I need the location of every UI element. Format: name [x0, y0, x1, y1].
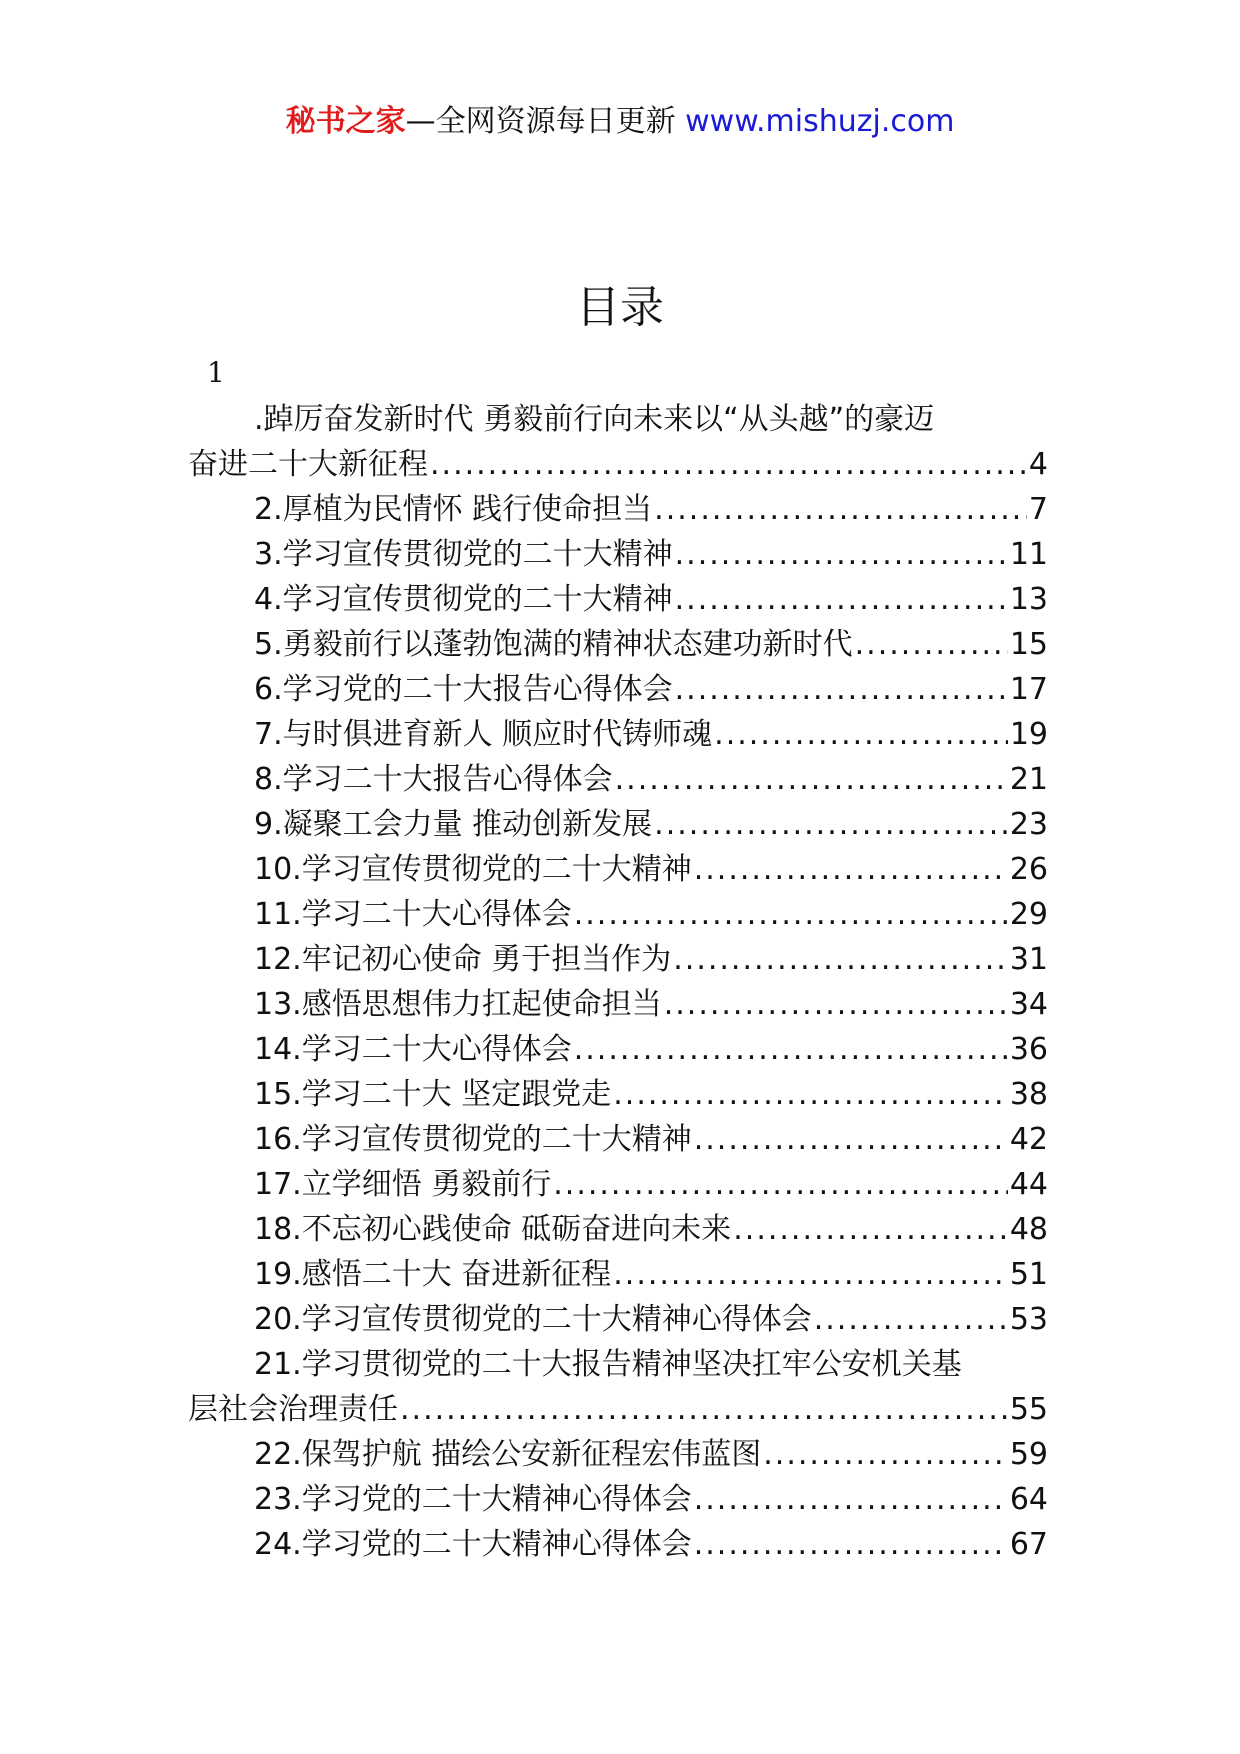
toc-entry-page: 59	[1009, 1437, 1048, 1472]
toc-entry-title: 20.学习宣传贯彻党的二十大精神心得体会	[254, 1302, 812, 1337]
toc-entry[interactable]	[188, 847, 1048, 892]
toc-entry-page: 23	[1009, 807, 1048, 842]
toc-leader-dots	[714, 712, 1008, 757]
toc-entry-title: 23.学习党的二十大精神心得体会	[254, 1482, 692, 1517]
toc-entry[interactable]	[188, 1477, 1048, 1522]
toc-entry-page: 51	[1009, 1257, 1048, 1292]
toc-entry[interactable]	[188, 937, 1048, 982]
toc-entry[interactable]	[188, 892, 1048, 937]
toc-entry-title: 7.与时俱进育新人 顺应时代铸师魂	[254, 717, 713, 752]
toc-entry-page: 53	[1009, 1302, 1048, 1337]
toc-leader-dots	[763, 1432, 1008, 1477]
toc-entry-title: 4.学习宣传贯彻党的二十大精神	[254, 582, 673, 617]
toc-entry[interactable]	[188, 757, 1048, 802]
toc-entry-page: 11	[1009, 537, 1048, 572]
toc-first-entry-number: 1	[207, 356, 225, 389]
toc-entry-title: 5.勇毅前行以蓬勃饱满的精神状态建功新时代	[254, 627, 853, 662]
toc-leader-dots	[430, 442, 1027, 487]
toc-leader-dots	[400, 1387, 1008, 1432]
toc-leader-dots	[694, 1522, 1008, 1567]
toc-entry[interactable]	[188, 1387, 1048, 1432]
toc-entry-title: 11.学习二十大心得体会	[254, 897, 572, 932]
toc-entry-title: 3.学习宣传贯彻党的二十大精神	[254, 537, 673, 572]
toc-leader-dots	[553, 1162, 1008, 1207]
toc-leader-dots	[664, 982, 1008, 1027]
toc-entry-page: 7	[1028, 492, 1048, 527]
toc-entry-title: 16.学习宣传贯彻党的二十大精神	[254, 1122, 692, 1157]
toc-leader-dots	[814, 1297, 1008, 1342]
toc-entry-page: 31	[1009, 942, 1048, 977]
toc-entry-title: 12.牢记初心使命 勇于担当作为	[254, 942, 672, 977]
toc-leader-dots	[675, 577, 1008, 622]
toc-entry-title: 24.学习党的二十大精神心得体会	[254, 1527, 692, 1562]
toc-entry-page: 34	[1009, 987, 1048, 1022]
toc-entry[interactable]	[188, 1072, 1048, 1117]
toc-entry-line1[interactable]: .踔厉奋发新时代 勇毅前行向未来以“从头越”的豪迈	[254, 402, 935, 437]
toc-entry[interactable]	[188, 1252, 1048, 1297]
toc-leader-dots	[694, 1117, 1008, 1162]
toc-entry-title: 18.不忘初心践使命 砥砺奋进向未来	[254, 1212, 732, 1247]
toc-entry[interactable]	[188, 802, 1048, 847]
toc-entry-title: 14.学习二十大心得体会	[254, 1032, 572, 1067]
toc-entry-title: 22.保驾护航 描绘公安新征程宏伟蓝图	[254, 1437, 762, 1472]
toc-entry-page: 44	[1009, 1167, 1048, 1202]
toc-leader-dots	[673, 937, 1008, 982]
table-of-contents	[188, 397, 1048, 1567]
toc-entry[interactable]	[188, 1027, 1048, 1072]
toc-entry-page: 21	[1009, 762, 1048, 797]
toc-entry[interactable]	[188, 1207, 1048, 1252]
toc-entry-page: 4	[1028, 447, 1048, 482]
brand-name: 秘书之家	[285, 104, 406, 139]
toc-entry[interactable]	[188, 1522, 1048, 1567]
toc-entry-page: 64	[1009, 1482, 1048, 1517]
toc-entry-title: 19.感悟二十大 奋进新征程	[254, 1257, 612, 1292]
toc-entry-title: 6.学习党的二十大报告心得体会	[254, 672, 673, 707]
toc-entry[interactable]	[188, 442, 1048, 487]
toc-entry-page: 67	[1009, 1527, 1048, 1562]
toc-entry-title: 2.厚植为民情怀 践行使命担当	[254, 492, 653, 527]
site-url-link[interactable]: www.mishuzj.com	[685, 104, 955, 139]
toc-entry-title: 9.凝聚工会力量 推动创新发展	[254, 807, 653, 842]
toc-entry[interactable]	[188, 487, 1048, 532]
toc-entry-title: 15.学习二十大 坚定跟党走	[254, 1077, 612, 1112]
toc-entry-title: 10.学习宣传贯彻党的二十大精神	[254, 852, 692, 887]
header-tagline: —全网资源每日更新	[405, 104, 686, 139]
toc-leader-dots	[675, 532, 1008, 577]
toc-entry-page: 38	[1009, 1077, 1048, 1112]
toc-entry-title: 17.立学细悟 勇毅前行	[254, 1167, 552, 1202]
toc-entry-line1[interactable]: 21.学习贯彻党的二十大报告精神坚决扛牢公安机关基	[254, 1347, 962, 1382]
toc-entry-page: 15	[1009, 627, 1048, 662]
toc-leader-dots	[574, 1027, 1008, 1072]
toc-entry-title: 8.学习二十大报告心得体会	[254, 762, 613, 797]
toc-entry[interactable]	[188, 667, 1048, 712]
toc-entry-page: 48	[1009, 1212, 1048, 1247]
toc-leader-dots	[654, 802, 1008, 847]
toc-entry[interactable]	[188, 1297, 1048, 1342]
toc-leader-dots	[613, 1252, 1008, 1297]
toc-leader-dots	[855, 622, 1008, 667]
toc-leader-dots	[615, 757, 1008, 802]
toc-entry-page: 55	[1009, 1392, 1048, 1427]
toc-entry[interactable]	[188, 982, 1048, 1027]
toc-entry-page: 42	[1009, 1122, 1048, 1157]
site-header	[0, 102, 1240, 142]
toc-entry-page: 13	[1009, 582, 1048, 617]
toc-leader-dots	[613, 1072, 1008, 1117]
toc-entry-page: 36	[1009, 1032, 1048, 1067]
toc-entry-title: 13.感悟思想伟力扛起使命担当	[254, 987, 662, 1022]
toc-leader-dots	[694, 1477, 1008, 1522]
toc-leader-dots	[675, 667, 1008, 712]
toc-entry[interactable]	[188, 1432, 1048, 1477]
toc-entry-page: 29	[1009, 897, 1048, 932]
toc-entry[interactable]	[188, 532, 1048, 577]
toc-entry-page: 19	[1009, 717, 1048, 752]
toc-title: 目录	[576, 282, 664, 333]
toc-leader-dots	[694, 847, 1008, 892]
toc-leader-dots	[574, 892, 1008, 937]
toc-entry-title: 层社会治理责任	[188, 1392, 398, 1427]
toc-entry[interactable]	[188, 622, 1048, 667]
toc-entry-title: 奋进二十大新征程	[188, 447, 428, 482]
toc-entry[interactable]	[188, 577, 1048, 622]
toc-entry[interactable]	[188, 1162, 1048, 1207]
toc-leader-dots	[654, 487, 1027, 532]
toc-entry-page: 26	[1009, 852, 1048, 887]
toc-entry[interactable]	[188, 712, 1048, 757]
toc-leader-dots	[733, 1207, 1008, 1252]
toc-entry-page: 17	[1009, 672, 1048, 707]
toc-entry[interactable]	[188, 1117, 1048, 1162]
